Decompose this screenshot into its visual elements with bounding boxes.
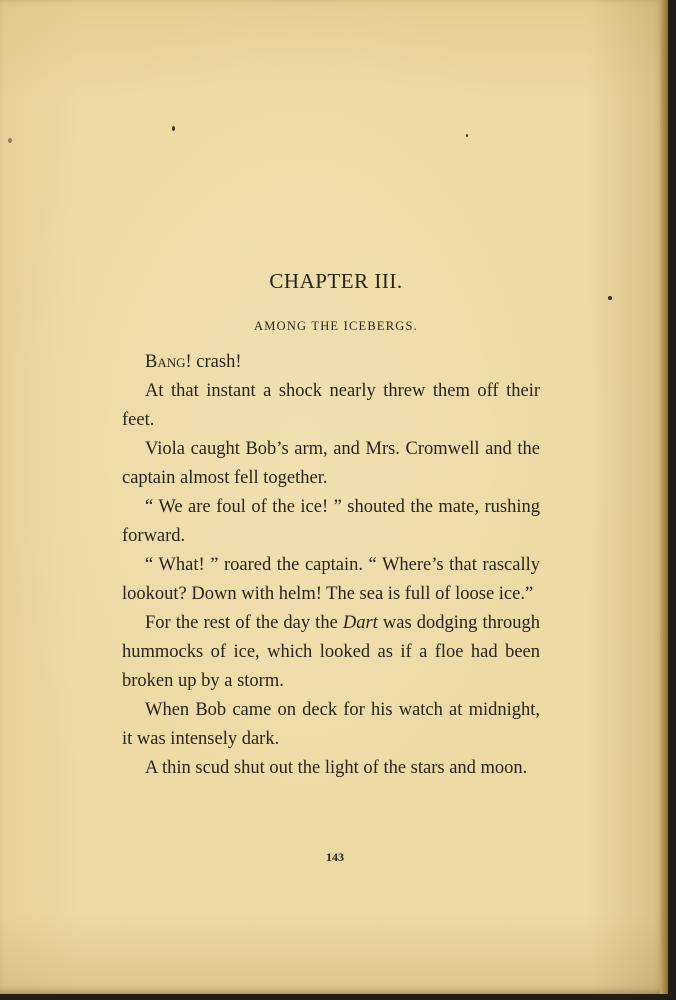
ink-speck [172, 126, 175, 131]
paragraph-1: Bang! crash! [145, 352, 242, 372]
paragraph-5: “ What! ” roared the captain. “ Where’s that rascally lookout? Down with helm! The sea is full of loose ice.” [122, 555, 540, 604]
paragraph-7: When Bob came on deck for his watch at midnight, it was intensely dark. [122, 700, 540, 749]
paragraph-6: For the rest of the day the Dart was dodging through hummocks of ice, which looked as if a floe had been broken up by a storm. [122, 613, 540, 691]
text-block [122, 258, 540, 783]
page-number: 143 [326, 850, 344, 864]
paragraph-8: A thin scud shut out the light of the stars and moon. [145, 758, 528, 778]
ink-speck [466, 134, 468, 137]
ink-speck [8, 138, 12, 143]
paragraph-4: “ We are foul of the ice! ” shouted the mate, rushing forward. [122, 497, 540, 546]
chapter-title: CHAPTER III. [269, 269, 403, 293]
chapter-subtitle: AMONG THE ICEBERGS. [254, 319, 418, 333]
ship-name: Dart [342, 613, 378, 633]
paragraph-2: At that instant a shock nearly threw them off their feet. [122, 381, 540, 430]
ink-speck [608, 296, 612, 300]
book-spine [668, 0, 676, 1000]
paragraph-3: Viola caught Bob’s arm, and Mrs. Cromwell and the captain almost fell together. [122, 439, 540, 488]
bottom-edge [0, 994, 676, 1000]
opening-word: Bang [145, 352, 186, 372]
